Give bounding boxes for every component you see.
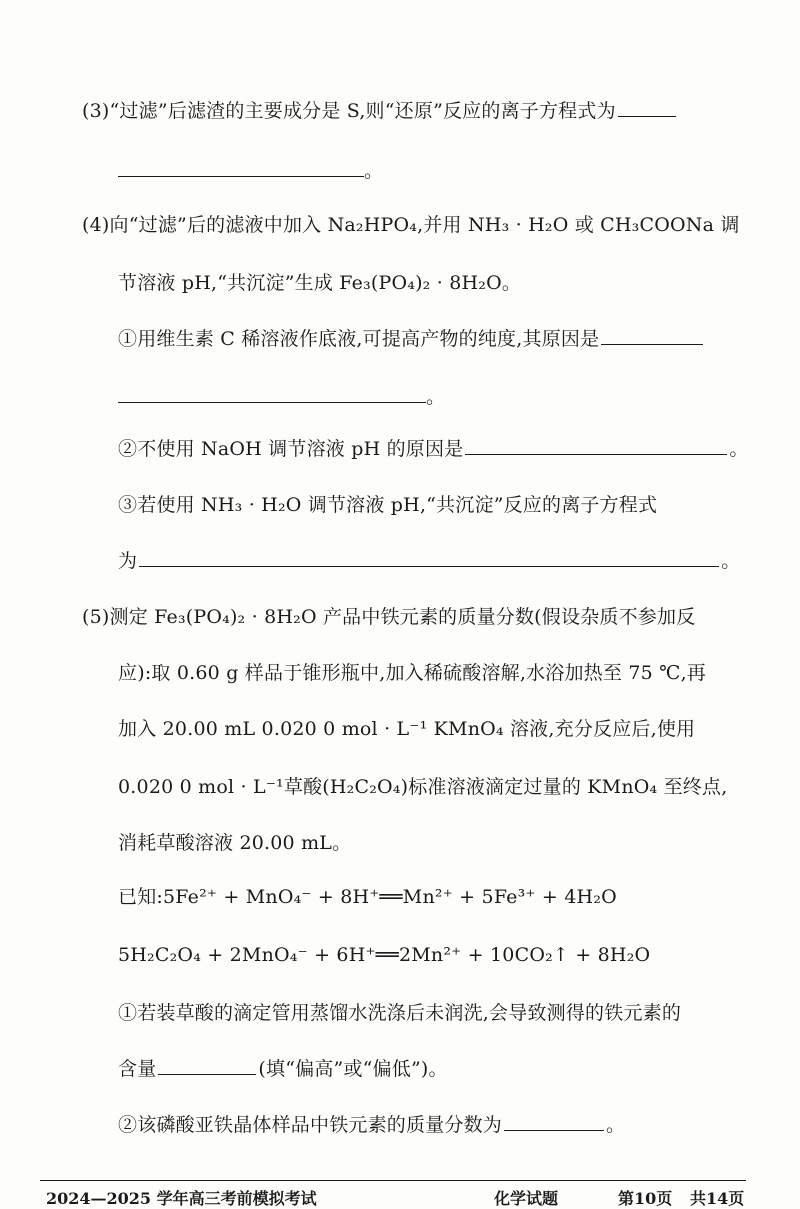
q4-sub1-line-1: [118, 326, 705, 352]
q4-sub3-blank[interactable]: [139, 548, 719, 567]
q4-sub3-line-2: [118, 548, 740, 574]
q5-equation-2: 5H₂C₂O₄ + 2MnO₄⁻ + 6H⁺══2Mn²⁺ + 10CO₂↑ + 8H₂O: [118, 944, 651, 966]
q5-sub2-blank[interactable]: [504, 1112, 604, 1131]
q4-sub1-blank-b[interactable]: [118, 384, 426, 403]
q5-sub2-end-mark: 。: [606, 1114, 626, 1136]
footer-page-number: 第10页: [618, 1189, 673, 1208]
footer-divider: [40, 1180, 746, 1181]
q5-line-3: 加入 20.00 mL 0.020 0 mol · L⁻¹ KMnO₄ 溶液,充分反应后,使用: [118, 718, 696, 740]
q4-sub1-blank-a[interactable]: [601, 326, 703, 345]
q4-line-2: 节溶液 pH,“共沉淀”生成 Fe₃(PO₄)₂ · 8H₂O。: [118, 272, 522, 294]
q5-sub1-line-1: ①若装草酸的滴定管用蒸馏水洗涤后未润洗,会导致测得的铁元素的: [118, 1002, 682, 1024]
q4-sub3-line-1: ③若使用 NH₃ · H₂O 调节溶液 pH,“共沉淀”反应的离子方程式: [118, 494, 658, 516]
footer-total-pages: 共14页: [690, 1189, 745, 1208]
q5-line-1: (5)测定 Fe₃(PO₄)₂ · 8H₂O 产品中铁元素的质量分数(假设杂质不参加反: [82, 606, 696, 628]
footer-exam-title: 2024—2025 学年高三考前模拟考试: [46, 1189, 317, 1208]
q3-answer-blank-a[interactable]: [618, 98, 676, 117]
q4-sub1-text: ①用维生素 C 稀溶液作底液,可提高产物的纯度,其原因是: [118, 328, 600, 350]
q5-sub1-blank[interactable]: [158, 1056, 256, 1075]
q5-sub1-prefix: 含量: [118, 1058, 157, 1080]
q4-sub2-end-mark: 。: [729, 438, 749, 460]
q5-sub1-line-2: [118, 1056, 448, 1082]
q5-equation-1: 已知:5Fe²⁺ + MnO₄⁻ + 8H⁺══Mn²⁺ + 5Fe³⁺ + 4H₂O: [118, 886, 617, 908]
q3-line-1: [82, 98, 678, 124]
q5-line-5: 消耗草酸溶液 20.00 mL。: [118, 832, 352, 854]
q4-sub2-line: [118, 436, 749, 462]
q5-line-4: 0.020 0 mol · L⁻¹草酸(H₂C₂O₄)标准溶液滴定过量的 KMnO₄ 至终点,: [118, 776, 728, 798]
q4-sub3-prefix: 为: [118, 550, 138, 572]
q4-sub1-end-mark: 。: [426, 386, 446, 408]
q4-line-1: (4)向“过滤”后的滤液中加入 Na₂HPO₄,并用 NH₃ · H₂O 或 CH₃COONa 调: [82, 214, 740, 236]
q3-text: (3)“过滤”后滤渣的主要成分是 S,则“还原”反应的离子方程式为: [82, 100, 616, 122]
q4-sub2-text: ②不使用 NaOH 调节溶液 pH 的原因是: [118, 438, 464, 460]
q5-sub1-hint: (填“偏高”或“偏低”)。: [258, 1058, 448, 1080]
footer-subject: 化学试题: [494, 1189, 559, 1208]
q3-answer-blank-b[interactable]: [118, 158, 364, 177]
q5-sub2-text: ②该磷酸亚铁晶体样品中铁元素的质量分数为: [118, 1114, 503, 1136]
q5-line-2: 应):取 0.60 g 样品于锥形瓶中,加入稀硫酸溶解,水浴加热至 75 ℃,再: [118, 662, 707, 684]
q5-sub2-line: [118, 1112, 625, 1138]
q3-line-2: [118, 158, 383, 184]
q4-sub2-blank[interactable]: [465, 436, 727, 455]
q4-sub3-end-mark: 。: [721, 550, 741, 572]
q3-end-mark: 。: [364, 160, 384, 182]
q4-sub1-line-2: [118, 384, 445, 410]
